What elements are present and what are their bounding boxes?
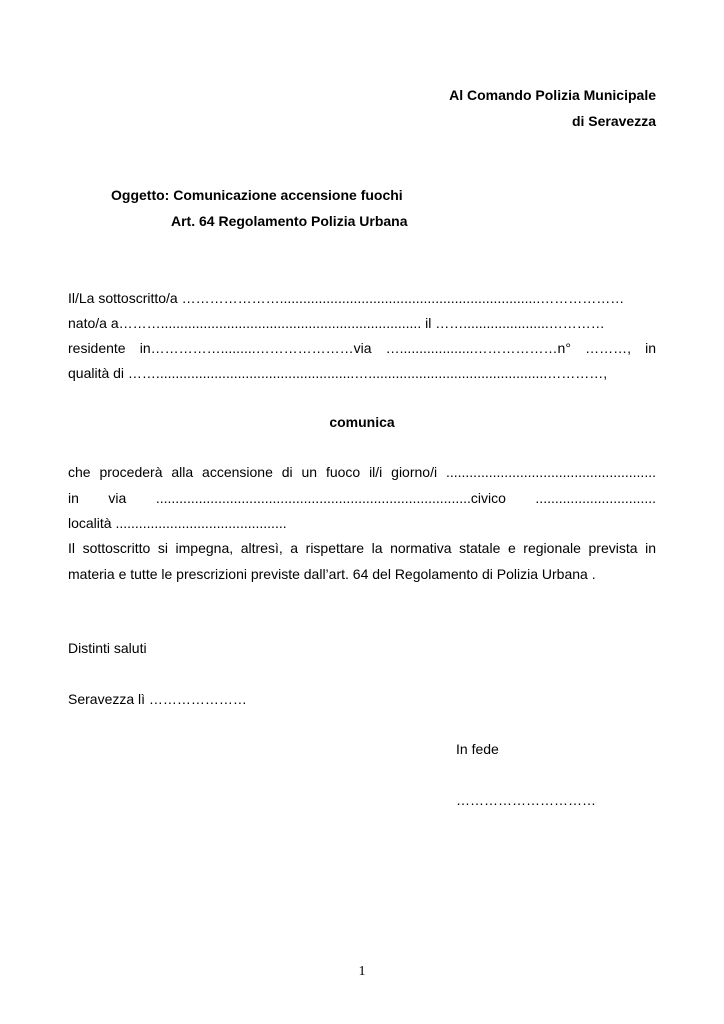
body-commitment-line-1: Il sottoscritto si impegna, altresì, a rispettare la normativa statale e regionale prevista in <box>68 540 656 556</box>
body-commitment-line-2: materia e tutte le prescrizioni previste dall’art. 64 del Regolamento di Polizia Urbana . <box>68 566 596 582</box>
recipient-line-1: Al Comando Polizia Municipale <box>449 87 656 103</box>
signature-line: ………………………… <box>456 792 596 808</box>
declarant-name-line: Il/La sottoscritto/a …………………...................................................................……………… <box>68 290 625 306</box>
signature-label: In fede <box>456 741 499 757</box>
body-locality-line: località ............................................ <box>68 515 287 531</box>
place-date: Seravezza lì ………………… <box>68 691 247 707</box>
page-number: 1 <box>358 964 366 979</box>
subject-line-2: Art. 64 Regolamento Polizia Urbana <box>171 213 408 229</box>
declarant-role-line: qualità di ……...................................................…..............................................…………, <box>68 365 608 381</box>
subject-line-1: Oggetto: Comunicazione accensione fuochi <box>111 187 403 203</box>
closing-greeting: Distinti saluti <box>68 640 147 656</box>
declarant-birth-line: nato/a a………................................................................... il ……......................………… <box>68 315 605 331</box>
body-date-line: che procederà alla accensione di un fuoco il/i giorno/i ...................................................... <box>68 464 656 480</box>
recipient-line-2: di Seravezza <box>571 113 656 129</box>
communicates-heading: comunica <box>329 414 395 430</box>
body-street-line: in via .................................................................................civico ............................... <box>68 490 656 506</box>
declarant-residence-line: residente in…………….........…………………via …...................………………n° ………, in <box>68 340 656 356</box>
